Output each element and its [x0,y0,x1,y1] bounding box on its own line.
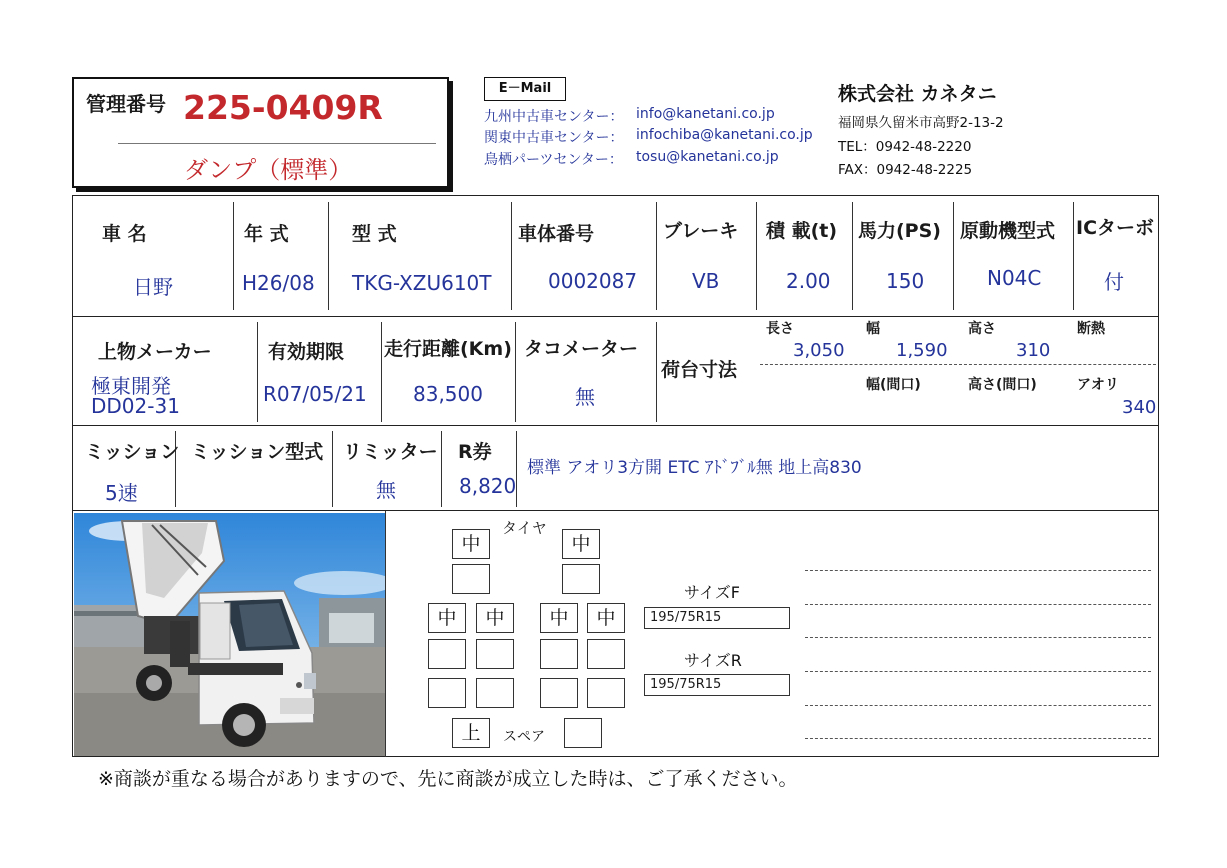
dashed-line [805,637,1151,638]
tire-front-left: 中 [452,529,490,559]
label-chassis-number: 車体番号 [518,223,595,245]
value-transmission: 5速 [105,481,138,505]
label-load-capacity: 積 載(t) [766,220,838,242]
email-row [484,127,813,147]
company-address: 福岡県久留米市高野2-13-2 [838,115,1004,131]
col-divider [656,322,657,422]
col-divider [511,202,512,310]
label-ic-turbo: ICターボ [1076,217,1155,239]
label-limiter: リミッター [343,441,438,463]
row-divider [72,510,1159,511]
truck-photo [74,513,385,756]
center-name: 関東中古車センター： [484,130,624,146]
col-divider [441,431,442,507]
tire-box [540,678,578,708]
email-row [484,149,779,169]
company-fax: FAX：0942-48-2225 [838,162,973,178]
col-divider [332,431,333,507]
label-bed-length: 長さ [766,321,794,337]
label-bed-dimensions: 荷台寸法 [661,359,738,381]
spare-label: スペア [503,729,545,745]
value-limiter: 無 [376,478,396,502]
tire-box [476,639,514,669]
value-engine-model: N04C [987,266,1042,290]
tire-front-right-box [562,564,600,594]
tire-box [587,678,625,708]
label-insulation: 断熱 [1077,321,1105,337]
tire-rear-outer-right: 中 [587,603,625,633]
col-divider [756,202,757,310]
size-f-field: 195/75R15 [644,607,790,629]
col-divider [515,322,516,422]
col-divider [953,202,954,310]
value-mileage: 83,500 [413,382,483,406]
dashed-line [805,570,1151,571]
dashed-divider [760,364,1156,365]
label-transmission-type: ミッション型式 [191,441,324,463]
row-divider [72,316,1159,317]
email-link[interactable]: infochiba@kanetani.co.jp [636,127,813,143]
tire-rear-inner-right: 中 [540,603,578,633]
divider [118,143,436,144]
label-model: 型 式 [352,223,397,245]
value-load-capacity: 2.00 [786,269,831,293]
tire-box [428,678,466,708]
tire-box [540,639,578,669]
value-horsepower: 150 [886,269,925,293]
size-r-field: 195/75R15 [644,674,790,696]
label-brake: ブレーキ [663,220,739,242]
value-chassis-number: 0002087 [548,269,638,293]
value-brake: VB [692,269,720,293]
value-body-maker: 極東開発 [91,374,171,398]
dashed-line [805,671,1151,672]
tire-front-left-box [452,564,490,594]
label-car-name: 車 名 [102,223,147,245]
value-r-ticket: 8,820 [459,474,517,498]
label-body-maker: 上物メーカー [98,341,212,363]
col-divider [257,322,258,422]
tire-rear-outer-left: 中 [428,603,466,633]
remarks: 標準 アオリ3方開 ETC ｱﾄﾞﾌﾞﾙ無 地上高830 [527,458,862,478]
email-link[interactable]: tosu@kanetani.co.jp [636,149,779,165]
value-model: TKG-XZU610T [352,271,492,295]
email-link[interactable]: info@kanetani.co.jp [636,106,775,122]
value-bed-height: 310 [1016,340,1051,361]
row-divider [72,425,1159,426]
label-engine-model: 原動機型式 [960,220,1056,242]
email-row [484,106,775,126]
tire-title: タイヤ [502,519,547,537]
size-f-label: サイズF [684,583,740,602]
center-name: 九州中古車センター： [484,109,624,125]
dashed-line [805,738,1151,739]
value-body-model: DD02-31 [91,394,180,418]
tire-spare-box [564,718,602,748]
value-expiry: R07/05/21 [263,382,367,406]
dashed-line [805,604,1151,605]
tire-rear-inner-left: 中 [476,603,514,633]
col-divider [381,322,382,422]
value-model-year: H26/08 [242,271,315,295]
label-bed-height: 高さ [968,321,996,337]
label-opening-height: 高さ(間口) [968,377,1037,393]
tire-box [587,639,625,669]
vehicle-type: ダンプ（標準） [184,156,353,184]
value-side-gate: 340 [1122,397,1157,418]
col-divider [233,202,234,310]
size-r-label: サイズR [684,651,742,670]
label-bed-width: 幅 [866,321,880,337]
col-divider [328,202,329,310]
email-tag: E－Mail [484,77,566,101]
dashed-line [805,705,1151,706]
label-tachometer: タコメーター [524,338,639,360]
col-divider [852,202,853,310]
company-tel: TEL：0942-48-2220 [838,139,972,155]
label-expiry: 有効期限 [268,341,345,363]
management-number-label: 管理番号 [86,92,166,116]
value-bed-width: 1,590 [896,340,948,361]
label-mileage: 走行距離(Km) [384,338,512,360]
tire-box [476,678,514,708]
label-opening-width: 幅(間口) [866,377,921,393]
footer-note: ※商談が重なる場合がありますので、先に商談が成立した時は、ご了承ください。 [98,768,798,790]
label-model-year: 年 式 [244,223,289,245]
col-divider [656,202,657,310]
company-name: 株式会社 カネタニ [838,83,997,105]
value-tachometer: 無 [575,385,595,409]
col-divider [385,511,386,757]
label-side-gate: アオリ [1077,377,1119,393]
tire-box [428,639,466,669]
management-number: 225-0409R [183,88,383,127]
label-r-ticket: R券 [458,441,492,463]
value-car-name: 日野 [133,275,173,299]
center-name: 鳥栖パーツセンター： [484,152,623,168]
label-horsepower: 馬力(PS) [858,220,941,242]
tire-spare: 上 [452,718,490,748]
col-divider [1073,202,1074,310]
tire-front-right: 中 [562,529,600,559]
label-transmission: ミッション [85,441,180,463]
value-bed-length: 3,050 [793,340,845,361]
value-ic-turbo: 付 [1104,270,1124,294]
